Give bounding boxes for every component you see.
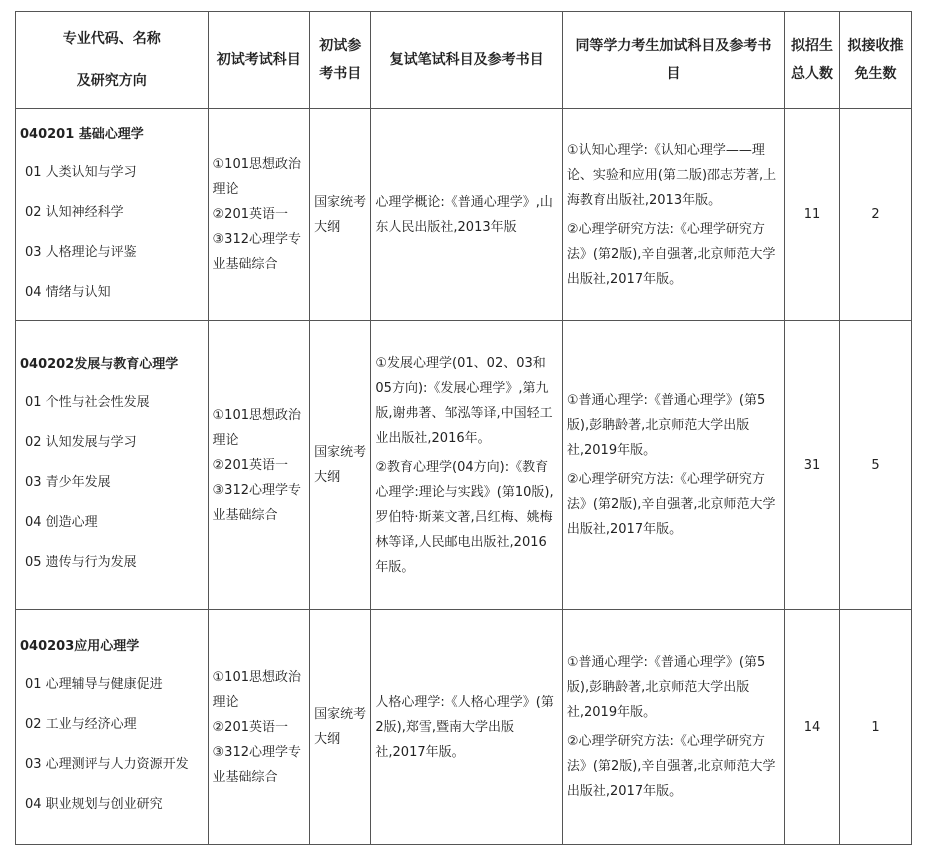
direction-item: 02 工业与经济心理	[25, 717, 137, 732]
retest-item: ①发展心理学(01、02、03和05方向):《发展心理学》,第九版,谢弗著、邹泓等译,中国轻工业出版社,2016年。	[375, 355, 553, 446]
exam-subject: ①101思想政治理论	[212, 669, 301, 710]
direction-item: 02 认知神经科学	[25, 204, 124, 220]
header-exempt: 拟接收推免生数	[840, 12, 912, 109]
table-row	[16, 610, 912, 845]
equal-level-item: ②心理学研究方法:《心理学研究方法》(第2版),辛自强著,北京师范大学出版社,2017年版。	[566, 221, 776, 287]
exam-subject: ③312心理学专业基础综合	[212, 232, 301, 272]
initial-ref-cell: 国家统考大纲	[310, 321, 371, 610]
major-title: 040203应用心理学	[20, 639, 140, 654]
exempt-count: 5	[840, 321, 912, 610]
planned-count: 31	[785, 321, 840, 610]
direction-item: 01 个性与社会性发展	[25, 395, 150, 410]
header-retest: 复试笔试科目及参考书目	[371, 12, 562, 109]
header-major-line2: 及研究方向	[76, 73, 147, 89]
header-initial-exam: 初试考试科目	[208, 12, 310, 109]
equal-level-item: ①普通心理学:《普通心理学》(第5版),彭聃龄著,北京师范大学出版社,2019年版。	[566, 393, 766, 458]
table-row	[16, 109, 912, 321]
major-cell	[16, 610, 209, 845]
direction-item: 03 心理测评与人力资源开发	[25, 757, 189, 772]
planned-count: 14	[785, 610, 840, 845]
exam-subject: ②201英语一	[212, 207, 288, 222]
equal-level-item: ①认知心理学:《认知心理学——理论、实验和应用(第二版)邵志芳著,上海教育出版社,2013年版。	[566, 142, 777, 208]
initial-exam-cell	[208, 610, 310, 845]
header-initial-ref: 初试参考书目	[310, 12, 371, 109]
exempt-count: 2	[840, 109, 912, 321]
direction-item: 04 情绪与认知	[25, 284, 111, 300]
equal-level-item: ②心理学研究方法:《心理学研究方法》(第2版),辛自强著,北京师范大学出版社,2017年版。	[566, 472, 776, 537]
equal-level-cell	[562, 109, 784, 321]
exam-subject: ①101思想政治理论	[212, 157, 301, 197]
initial-exam-cell	[208, 109, 310, 321]
initial-exam-cell	[208, 321, 310, 610]
header-major	[16, 12, 209, 109]
equal-level-item: ①普通心理学:《普通心理学》(第5版),彭聃龄著,北京师范大学出版社,2019年版。	[566, 655, 766, 720]
major-title: 040202发展与教育心理学	[20, 357, 179, 372]
direction-item: 01 人类认知与学习	[25, 164, 137, 180]
table-row	[16, 321, 912, 610]
exam-subject: ②201英语一	[212, 457, 288, 473]
direction-item: 03 青少年发展	[25, 475, 111, 490]
major-title: 040201 基础心理学	[20, 126, 144, 142]
retest-item: ②教育心理学(04方向):《教育心理学:理论与实践》(第10版),罗伯特·斯莱文著,吕红梅、姚梅林等译,人民邮电出版社,2016年版。	[375, 459, 554, 575]
direction-item: 02 认知发展与学习	[25, 435, 137, 450]
retest-item: 人格心理学:《人格心理学》(第2版),郑雪,暨南大学出版社,2017年版。	[375, 694, 554, 760]
retest-cell	[371, 321, 562, 610]
equal-level-item: ②心理学研究方法:《心理学研究方法》(第2版),辛自强著,北京师范大学出版社,2017年版。	[566, 734, 776, 799]
exam-subject: ③312心理学专业基础综合	[212, 744, 301, 785]
initial-ref-cell: 国家统考大纲	[310, 109, 371, 321]
retest-cell	[371, 109, 562, 321]
major-cell	[16, 109, 209, 321]
header-row	[16, 12, 912, 109]
exam-subject: ②201英语一	[212, 719, 288, 735]
direction-item: 03 人格理论与评鉴	[25, 244, 137, 260]
equal-level-cell	[562, 610, 784, 845]
initial-ref-cell: 国家统考大纲	[310, 610, 371, 845]
direction-item: 05 遗传与行为发展	[25, 555, 137, 570]
direction-item: 01 心理辅导与健康促进	[25, 677, 163, 692]
direction-item: 04 职业规划与创业研究	[25, 797, 163, 812]
header-planned: 拟招生总人数	[785, 12, 840, 109]
header-equal-level: 同等学力考生加试科目及参考书目	[562, 12, 784, 109]
header-major-line1: 专业代码、名称	[62, 31, 161, 47]
retest-cell	[371, 610, 562, 845]
equal-level-cell	[562, 321, 784, 610]
direction-item: 04 创造心理	[25, 515, 98, 530]
exam-subject: ①101思想政治理论	[212, 407, 301, 448]
major-cell	[16, 321, 209, 610]
planned-count: 11	[785, 109, 840, 321]
exam-subject: ③312心理学专业基础综合	[212, 482, 301, 523]
retest-item: 心理学概论:《普通心理学》,山东人民出版社,2013年版	[375, 194, 553, 235]
exempt-count: 1	[840, 610, 912, 845]
admissions-table	[15, 11, 912, 845]
